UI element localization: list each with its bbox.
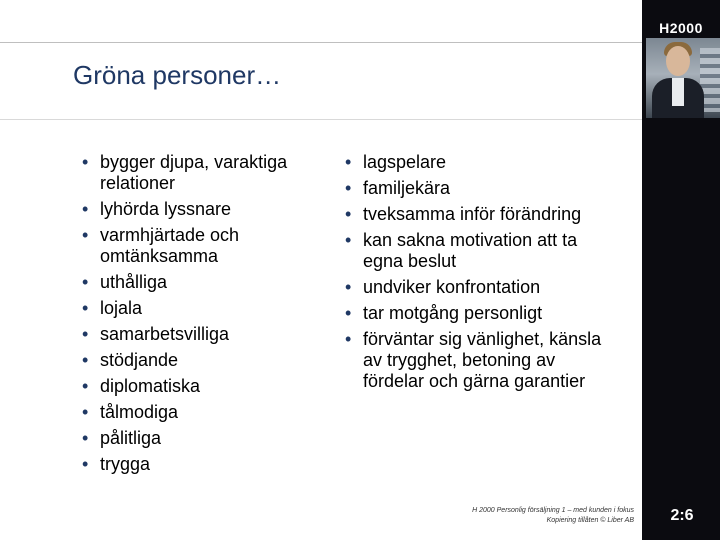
bullet-item: • förväntar sig vänlighet, känsla av trygghet, betoning av fördelar och gärna garantier (337, 329, 617, 392)
bullet-item: • uthålliga (74, 272, 334, 293)
top-divider (0, 42, 642, 43)
bullet-item: • undviker konfrontation (337, 277, 617, 298)
person-photo (646, 38, 720, 118)
bullet-item: • samarbetsvilliga (74, 324, 334, 345)
bullet-item: • kan sakna motivation att ta egna beslut (337, 230, 617, 272)
bullet-item: • lojala (74, 298, 334, 319)
right-bullet-list (337, 152, 617, 397)
bullet-item: • tålmodiga (74, 402, 334, 423)
bullet-item: • tveksamma inför förändring (337, 204, 617, 225)
bullet-item: • varmhjärtade och omtänksamma (74, 225, 334, 267)
left-bullet-list (74, 152, 334, 480)
bullet-item: • lagspelare (337, 152, 617, 173)
bullet-item: • pålitliga (74, 428, 334, 449)
footer-line-2: Kopiering tillåten © Liber AB (546, 517, 634, 524)
bullet-item: • familjekära (337, 178, 617, 199)
photo-person-head (666, 46, 690, 76)
brand-logo: H2000 (659, 20, 703, 36)
bullet-item: • lyhörda lyssnare (74, 199, 334, 220)
footer-credit (420, 506, 634, 526)
bullet-item: • trygga (74, 454, 334, 475)
bullet-item: • diplomatiska (74, 376, 334, 397)
bullet-item: • stödjande (74, 350, 334, 371)
page-number: 2:6 (670, 507, 694, 524)
bullet-item: • bygger djupa, varaktiga relationer (74, 152, 334, 194)
title-divider (0, 119, 642, 120)
photo-person-shirt (672, 78, 684, 106)
bullet-item: • tar motgång personligt (337, 303, 617, 324)
footer-line-1: H 2000 Personlig försäljning 1 – med kunden i fokus (472, 507, 634, 514)
slide-title: Gröna personer… (73, 60, 282, 90)
